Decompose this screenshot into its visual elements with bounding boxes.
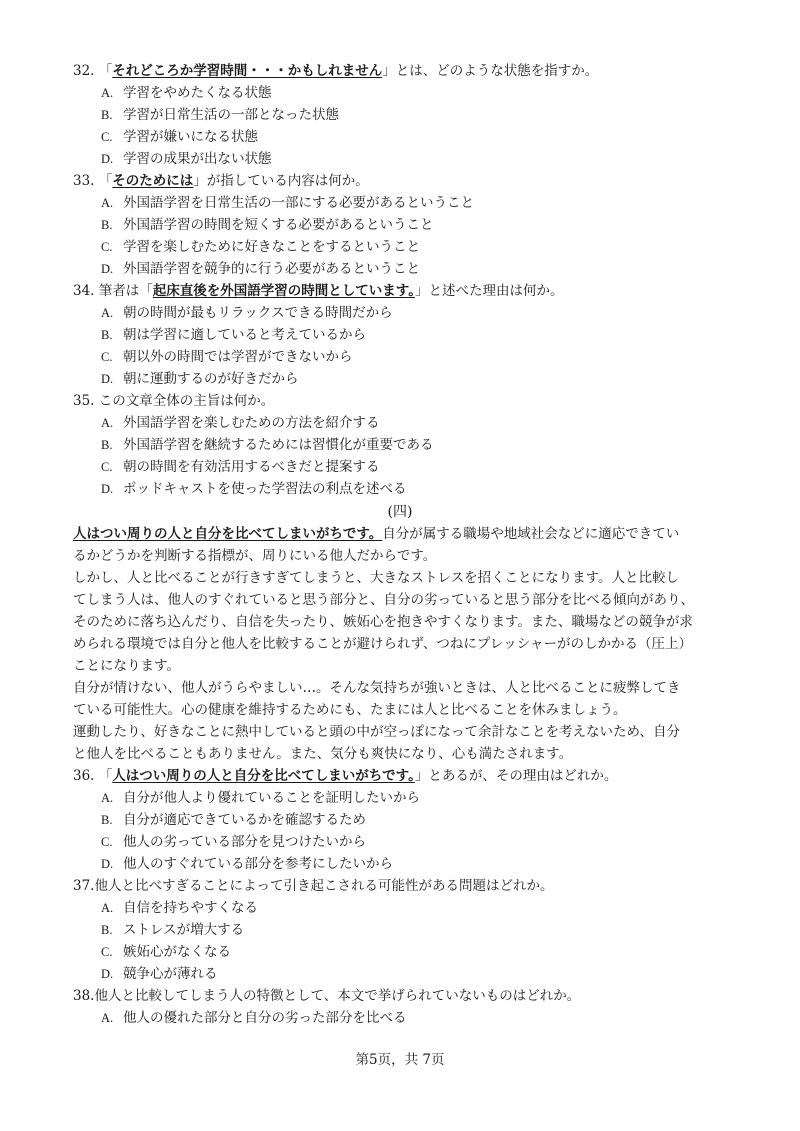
- question-36: [0, 765, 800, 787]
- option-c: [0, 831, 800, 853]
- question-prefix: 「: [98, 63, 113, 79]
- option-d: [0, 148, 800, 170]
- option-letter: B.: [101, 813, 113, 827]
- option-letter: B.: [101, 108, 113, 122]
- option-text: 学習の成果が出ない状態: [123, 151, 272, 167]
- option-letter: C.: [101, 945, 113, 959]
- option-text: ストレスが増大する: [123, 922, 245, 938]
- option-a: [0, 192, 800, 214]
- question-suffix: 」と述べた理由は何か。: [414, 283, 564, 299]
- option-b: [0, 434, 800, 456]
- passage-line: 自分が情けない、他人がうらやましい…。そんな気持ちが強いときは、人と比べることに疲弊してき: [73, 680, 681, 696]
- option-c: [0, 346, 800, 368]
- question-35: [0, 390, 800, 412]
- option-a: [0, 1007, 800, 1029]
- option-a: [0, 897, 800, 919]
- passage-line: ことになります。: [73, 658, 180, 674]
- highlighted-quote: それどころか学習時間・・・かもしれません: [112, 63, 383, 79]
- question-33: [0, 170, 800, 192]
- option-letter: D.: [101, 372, 114, 386]
- option-d: [0, 963, 800, 985]
- option-letter: D.: [101, 857, 114, 871]
- option-b: [0, 104, 800, 126]
- option-d: [0, 478, 800, 500]
- option-text: 朝に運動するのが好きだから: [123, 371, 299, 387]
- passage-line: るかどうかを判断する指標が、周りにいる他人だからです。: [73, 548, 437, 564]
- question-34: [0, 280, 800, 302]
- option-text: 朝の時間が最もリラックスできる時間だから: [123, 305, 393, 321]
- option-text: 学習が嫌いになる状態: [123, 129, 258, 145]
- option-letter: A.: [101, 791, 114, 805]
- option-a: [0, 787, 800, 809]
- option-text: 学習を楽しむために好きなことをするということ: [123, 239, 420, 255]
- question-number: 38.: [73, 988, 95, 1004]
- option-a: [0, 412, 800, 434]
- question-prefix: 「: [98, 173, 113, 189]
- highlighted-quote: 人はつい周りの人と自分を比べてしまいがちです。: [112, 768, 415, 784]
- question-number: 35.: [73, 393, 95, 409]
- option-b: [0, 324, 800, 346]
- passage-line: てしまう人は、他人のすぐれていると思う部分と、自分の劣っていると思う部分を比べる傾向があり、: [73, 592, 694, 608]
- option-letter: C.: [101, 130, 113, 144]
- passage-line: と他人を比べることもありません。また、気分も爽快になり、心も満たされます。: [73, 746, 573, 762]
- question-prefix: 筆者は「: [98, 283, 153, 299]
- option-text: ポッドキャストを使った学習法の利点を述べる: [123, 481, 407, 497]
- option-c: [0, 236, 800, 258]
- option-d: [0, 258, 800, 280]
- question-suffix: 」が指している内容は何か。: [193, 173, 369, 189]
- option-text: 朝は学習に適していると考えているから: [123, 327, 366, 343]
- option-text: 外国語学習を競争的に行う必要があるということ: [123, 261, 420, 277]
- option-a: [0, 302, 800, 324]
- passage-line: しかし、人と比べることが行きすぎてしまうと、大きなストレスを招くことになります。人と比較し: [73, 570, 680, 586]
- question-suffix: 」とあるが、その理由はどれか。: [414, 768, 618, 784]
- option-text: 他人のすぐれている部分を参考にしたいから: [123, 856, 393, 872]
- option-b: [0, 214, 800, 236]
- option-letter: A.: [101, 416, 114, 430]
- option-letter: B.: [101, 218, 113, 232]
- passage-line: [73, 523, 726, 545]
- question-text: 他人と比較してしまう人の特徴として、本文で挙げられていないものはどれか。: [94, 988, 581, 1004]
- highlighted-quote: 起床直後を外国語学習の時間としています。: [152, 283, 415, 299]
- passage-line: そのために落ち込んだり、自信を失ったり、嫉妬心を抱きやすくなります。また、職場などの競争が求: [73, 614, 693, 630]
- option-letter: A.: [101, 901, 114, 915]
- page-footer: 第5页，共 7页: [355, 1052, 445, 1068]
- option-letter: C.: [101, 460, 113, 474]
- option-a: [0, 82, 800, 104]
- option-text: 競争心が薄れる: [123, 966, 218, 982]
- option-text: 学習が日常生活の一部となった状態: [123, 107, 339, 123]
- option-letter: A.: [101, 196, 114, 210]
- option-d: [0, 368, 800, 390]
- highlighted-quote: そのためには: [112, 173, 194, 189]
- passage-text: 自分が属する職場や地域社会などに適応できてい: [382, 526, 680, 542]
- question-prefix: 「: [98, 768, 113, 784]
- option-letter: A.: [101, 1011, 114, 1025]
- option-d: [0, 853, 800, 875]
- option-letter: B.: [101, 438, 113, 452]
- option-c: [0, 456, 800, 478]
- option-c: [0, 126, 800, 148]
- option-letter: C.: [101, 240, 113, 254]
- option-text: 外国語学習を楽しむための方法を紹介する: [123, 415, 380, 431]
- option-letter: B.: [101, 328, 113, 342]
- option-b: [0, 919, 800, 941]
- question-text: 他人と比べすぎることによって引き起こされる可能性がある問題はどれか。: [94, 878, 554, 894]
- option-text: 朝の時間を有効活用するべきだと提案する: [123, 459, 380, 475]
- question-32: [0, 60, 800, 82]
- passage-line: ている可能性大。心の健康を維持するためにも、たまには人と比べることを休みましょう。: [73, 702, 627, 718]
- question-number: 37.: [73, 878, 95, 894]
- option-text: 学習をやめたくなる状態: [123, 85, 272, 101]
- option-b: [0, 809, 800, 831]
- option-text: 外国語学習を継続するためには習慣化が重要である: [123, 437, 434, 453]
- option-text: 自信を持ちやすくなる: [123, 900, 258, 916]
- question-37: [0, 875, 800, 897]
- option-text: 他人の優れた部分と自分の劣った部分を比べる: [123, 1010, 407, 1026]
- option-letter: C.: [101, 350, 113, 364]
- passage-line: められる環境では自分と他人を比較することが避けられず、つねにプレッシャーがのしかかる（圧上）: [73, 636, 692, 652]
- option-text: 他人の劣っている部分を見つけたいから: [123, 834, 366, 850]
- page-content: [0, 60, 800, 1029]
- option-text: 外国語学習の時間を短くする必要があるということ: [123, 217, 434, 233]
- option-letter: D.: [101, 967, 114, 981]
- option-letter: B.: [101, 923, 113, 937]
- option-text: 外国語学習を日常生活の一部にする必要があるということ: [123, 195, 474, 211]
- question-number: 32.: [73, 63, 95, 79]
- question-number: 33.: [73, 173, 95, 189]
- question-number: 34.: [73, 283, 95, 299]
- option-letter: D.: [101, 152, 114, 166]
- option-c: [0, 941, 800, 963]
- option-text: 自分が適応できているかを確認するため: [123, 812, 366, 828]
- passage-highlight: 人はつい周りの人と自分を比べてしまいがちです。: [73, 526, 383, 542]
- option-letter: D.: [101, 262, 114, 276]
- option-letter: C.: [101, 835, 113, 849]
- option-text: 朝以外の時間では学習ができないから: [123, 349, 353, 365]
- section-heading: (四): [387, 504, 413, 520]
- option-letter: A.: [101, 306, 114, 320]
- option-text: 嫉妬心がなくなる: [123, 944, 231, 960]
- question-38: [0, 985, 800, 1007]
- question-suffix: 」とは、どのような状態を指すか。: [382, 63, 599, 79]
- passage-line: 運動したり、好きなことに熱中していると頭の中が空っぽになって余計なことを考えないため、自分: [73, 724, 680, 740]
- option-letter: D.: [101, 482, 114, 496]
- option-text: 自分が他人より優れていることを証明したいから: [123, 790, 420, 806]
- option-letter: A.: [101, 86, 114, 100]
- reading-passage: [0, 523, 800, 765]
- question-number: 36.: [73, 768, 95, 784]
- question-text: この文章全体の主旨は何か。: [98, 393, 275, 409]
